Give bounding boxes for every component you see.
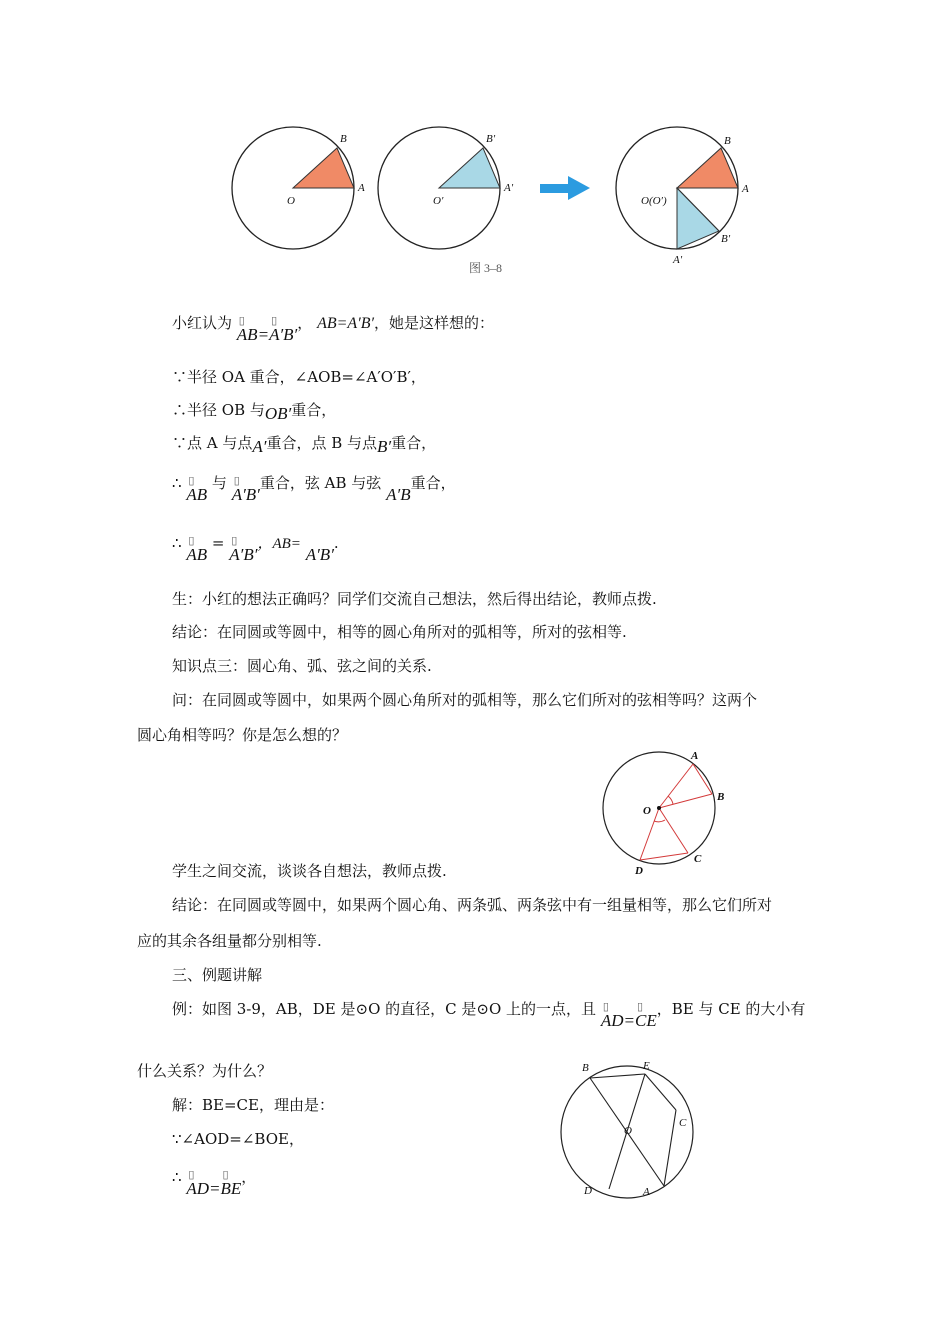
line-2: ∵半径 OA 重合，∠AOB=∠A′O′B′，: [172, 368, 426, 386]
bot-label-o: O: [624, 1125, 632, 1137]
line-5: ∴ AB ▯ 与 A′B′ ▯ 重合，弦 AB 与弦 A′B重合，: [172, 472, 456, 494]
paragraph-exchange: 学生之间交流，谈谈各自想法，教师点拨.: [172, 862, 447, 880]
mid-label-o: O: [643, 805, 651, 817]
sector-aob-prime: [439, 148, 500, 188]
line-3: ∴半径 OB 与OB′重合，: [172, 401, 337, 423]
arc-mark-icon: ▯: [636, 1001, 644, 1013]
arc-a-prime-b-prime: A′B′ ▯: [269, 324, 297, 346]
paragraph-conclusion-2b: 应的其余各组量都分别相等.: [137, 932, 322, 950]
mid-label-c: C: [694, 853, 702, 865]
mid-label-b: B: [717, 791, 725, 803]
label-o: O: [287, 195, 295, 207]
paragraph-question-b: 圆心角相等吗？你是怎么想的？: [137, 726, 348, 744]
label-o-o-prime: O(O′): [641, 195, 667, 207]
paragraph-conclusion-2a: 结论：在同圆或等圆中，如果两个圆心角、两条弧、两条弦中有一组量相等，那么它们所对: [172, 896, 773, 914]
label-b-prime-2: B′: [721, 233, 731, 245]
line-1: 小红认为 AB ▯ =A′B′ ▯ ， AB=A′B′，她是这样想的：: [172, 312, 494, 335]
line-6: ∴ AB ▯ = A′B′ ▯ ，AB= A′B′.: [172, 532, 339, 555]
figure-caption: 图 3–8: [469, 261, 503, 275]
arc-a-prime-b-prime-3: A′B′ ▯: [229, 544, 257, 566]
paragraph-because: ∵∠AOD=∠BOE，: [172, 1130, 304, 1148]
paragraph-example: 例：如图 3-9，AB，DE 是⊙O 的直径，C 是⊙O 上的一点，且 AD ▯ =CE ▯ ，BE 与 CE 的大小有: [172, 998, 805, 1020]
section-heading-examples: 三、例题讲解: [172, 966, 263, 984]
arc-mark-icon: ▯: [188, 535, 195, 547]
paragraph-student: 生：小红的想法正确吗？同学们交流自己想法，然后得出结论，教师点拨.: [172, 590, 657, 608]
label-b-2: B: [724, 135, 731, 147]
label-a-2: A: [742, 183, 749, 195]
label-a-prime-2: A′: [673, 254, 683, 266]
bot-label-a: A: [643, 1186, 650, 1198]
paragraph-question-relation: 什么关系？为什么？: [137, 1062, 273, 1080]
label-a-prime: A′: [504, 182, 514, 194]
arc-mark-icon: ▯: [188, 475, 195, 487]
arrow-icon: [540, 176, 590, 200]
figure-3-9: [552, 1056, 702, 1204]
sector-aob-rotated: [677, 188, 719, 249]
bot-label-b: B: [582, 1062, 589, 1074]
arc-ab-2: AB ▯: [186, 484, 207, 506]
mid-label-d: D: [635, 865, 643, 877]
arc-a-prime-b-prime-2: A′B′ ▯: [232, 484, 260, 506]
arc-mark-icon: ▯: [271, 315, 278, 327]
bot-label-d: D: [584, 1185, 592, 1197]
arc-be: BE ▯: [220, 1178, 241, 1200]
paragraph-conclusion-1: 结论：在同圆或等圆中，相等的圆心角所对的弧相等，所对的弦相等.: [172, 623, 627, 641]
arc-ab-3: AB ▯: [186, 544, 207, 566]
paragraph-knowledge-3: 知识点三：圆心角、弧、弦之间的关系.: [172, 657, 432, 675]
chord-equality: AB=A′B′: [317, 315, 374, 332]
arc-mark-icon: ▯: [602, 1001, 609, 1013]
line-4: ∵点 A 与点A′重合，点 B 与点B′重合，: [172, 434, 437, 456]
label-b: B: [340, 133, 347, 145]
bot-label-c: C: [679, 1117, 687, 1129]
arc-ad: AD ▯: [601, 1010, 624, 1032]
label-b-prime: B′: [486, 133, 496, 145]
bot-label-e: E: [643, 1060, 650, 1072]
arc-mark-icon: ▯: [231, 535, 238, 547]
arc-mark-icon: ▯: [233, 475, 240, 487]
arc-mark-icon: ▯: [222, 1169, 229, 1181]
paragraph-question-a: 问：在同圆或等圆中，如果两个圆心角所对的弧相等，那么它们所对的弦相等吗？这两个: [172, 691, 758, 709]
label-o-prime: O′: [433, 195, 444, 207]
label-a: A: [358, 182, 365, 194]
paragraph-therefore: ∴ AD ▯ =BE ▯ ，: [172, 1166, 256, 1188]
sector-aob-combined: [677, 148, 738, 188]
arc-ab: AB ▯: [237, 324, 258, 346]
paragraph-solution: 解：BE=CE，理由是：: [172, 1096, 334, 1114]
arc-ad-2: AD ▯: [186, 1178, 209, 1200]
mid-label-a: A: [691, 750, 699, 762]
arc-mark-icon: ▯: [238, 315, 245, 327]
figure-central-angles: [596, 746, 746, 880]
arc-mark-icon: ▯: [188, 1169, 195, 1181]
sector-aob: [293, 148, 354, 188]
arc-ce: CE ▯: [635, 1010, 657, 1032]
figure-3-8: [225, 118, 765, 283]
